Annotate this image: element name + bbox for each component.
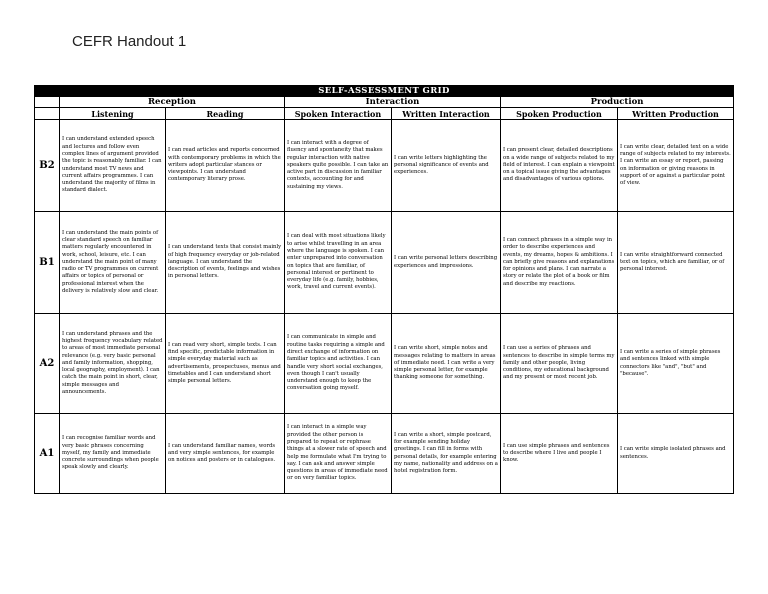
column-written-production: Written Production (618, 108, 734, 120)
level-label: A1 (35, 414, 60, 494)
descriptor-written-production: I can write clear, detailed text on a wide range of subjects related to my interests. I can write an essay or report, passing on information or giving reasons in support of or against a particular point of view. (618, 120, 734, 212)
descriptor-spoken-production: I can connect phrases in a simple way in order to describe experiences and events, my dreams, hopes & ambitions. I can briefly give reasons and explanations for opinions and plans. I can narrate a story or relate the plot of a book or film and describe my reactions. (501, 212, 618, 314)
descriptor-listening: I can recognise familiar words and very basic phrases concerning myself, my family and immediate concrete surroundings when people speak slowly and clearly. (60, 414, 166, 494)
descriptor-reading: I can understand familiar names, words and very simple sentences, for example on notices and posters or in catalogues. (166, 414, 285, 494)
descriptor-written-production: I can write a series of simple phrases and sentences linked with simple connectors like "and", "but" and "because". (618, 314, 734, 414)
descriptor-written-interaction: I can write letters highlighting the personal significance of events and experiences. (392, 120, 501, 212)
corner-cell (35, 97, 60, 108)
table-row (35, 314, 734, 414)
column-spoken-interaction: Spoken Interaction (285, 108, 392, 120)
descriptor-written-production: I can write straightforward connected text on topics, which are familiar, or of personal interest. (618, 212, 734, 314)
group-interaction: Interaction (285, 97, 501, 108)
descriptor-written-production: I can write simple isolated phrases and sentences. (618, 414, 734, 494)
descriptor-spoken-production: I can present clear, detailed descriptions on a wide range of subjects related to my field of interest. I can explain a viewpoint on a topical issue giving the advantages and disadvantages of various options. (501, 120, 618, 212)
table-row (35, 120, 734, 212)
group-header-row (35, 97, 734, 108)
descriptor-spoken-interaction: I can interact with a degree of fluency and spontaneity that makes regular interaction with native speakers quite possible. I can take an active part in discussion in familiar contexts, accounting for and sustaining my views. (285, 120, 392, 212)
column-reading: Reading (166, 108, 285, 120)
group-reception: Reception (60, 97, 285, 108)
descriptor-reading: I can read very short, simple texts. I can find specific, predictable information in simple everyday material such as advertisements, prospectuses, menus and timetables and I can understand short simple personal letters. (166, 314, 285, 414)
descriptor-reading: I can read articles and reports concerned with contemporary problems in which the writers adopt particular stances or viewpoints. I can understand contemporary literary prose. (166, 120, 285, 212)
grid-banner: SELF-ASSESSMENT GRID (35, 86, 734, 97)
self-assessment-grid (34, 85, 734, 494)
descriptor-listening: I can understand the main points of clear standard speech on familiar matters regularly encountered in work, school, leisure, etc. I can understand the main point of many radio or TV programmes on current affairs or topics of personal or professional interest when the delivery is relatively slow and clear. (60, 212, 166, 314)
descriptor-written-interaction: I can write personal letters describing experiences and impressions. (392, 212, 501, 314)
grid-banner-row (35, 86, 734, 97)
descriptor-spoken-interaction: I can communicate in simple and routine tasks requiring a simple and direct exchange of information on familiar topics and activities. I can handle very short social exchanges, even though I can't usually understand enough to keep the conversation going myself. (285, 314, 392, 414)
level-label: B2 (35, 120, 60, 212)
descriptor-reading: I can understand texts that consist mainly of high frequency everyday or job-related language. I can understand the description of events, feelings and wishes in personal letters. (166, 212, 285, 314)
descriptor-written-interaction: I can write short, simple notes and messages relating to matters in areas of immediate need. I can write a very simple personal letter, for example thanking someone for something. (392, 314, 501, 414)
column-written-interaction: Written Interaction (392, 108, 501, 120)
descriptor-listening: I can understand extended speech and lectures and follow even complex lines of argument provided the topic is reasonably familiar. I can understand most TV news and current affairs programmes. I can understand the majority of films in standard dialect. (60, 120, 166, 212)
column-header-row (35, 108, 734, 120)
level-label: A2 (35, 314, 60, 414)
group-production: Production (501, 97, 734, 108)
descriptor-spoken-interaction: I can deal with most situations likely to arise whilst travelling in an area where the language is spoken. I can enter unprepared into conversation on topics that are familiar, of personal interest or pertinent to everyday life (e.g. family, hobbies, work, travel and current events). (285, 212, 392, 314)
column-spoken-production: Spoken Production (501, 108, 618, 120)
descriptor-spoken-interaction: I can interact in a simple way provided the other person is prepared to repeat or rephrase things at a slower rate of speech and help me formulate what I'm trying to say. I can ask and answer simple questions in areas of immediate need or on very familiar topics. (285, 414, 392, 494)
descriptor-spoken-production: I can use a series of phrases and sentences to describe in simple terms my family and other people, living conditions, my educational background and my present or most recent job. (501, 314, 618, 414)
table-row (35, 414, 734, 494)
document-title: CEFR Handout 1 (72, 33, 187, 50)
column-listening: Listening (60, 108, 166, 120)
descriptor-written-interaction: I can write a short, simple postcard, for example sending holiday greetings. I can fill in forms with personal details, for example entering my name, nationality and address on a hotel registration form. (392, 414, 501, 494)
corner-cell-lower (35, 108, 60, 120)
table-row (35, 212, 734, 314)
descriptor-listening: I can understand phrases and the highest frequency vocabulary related to areas of most immediate personal relevance (e.g. very basic personal and family information, shopping, local geography, employment). I can catch the main point in short, clear, simple messages and announcements. (60, 314, 166, 414)
descriptor-spoken-production: I can use simple phrases and sentences to describe where I live and people I know. (501, 414, 618, 494)
level-label: B1 (35, 212, 60, 314)
